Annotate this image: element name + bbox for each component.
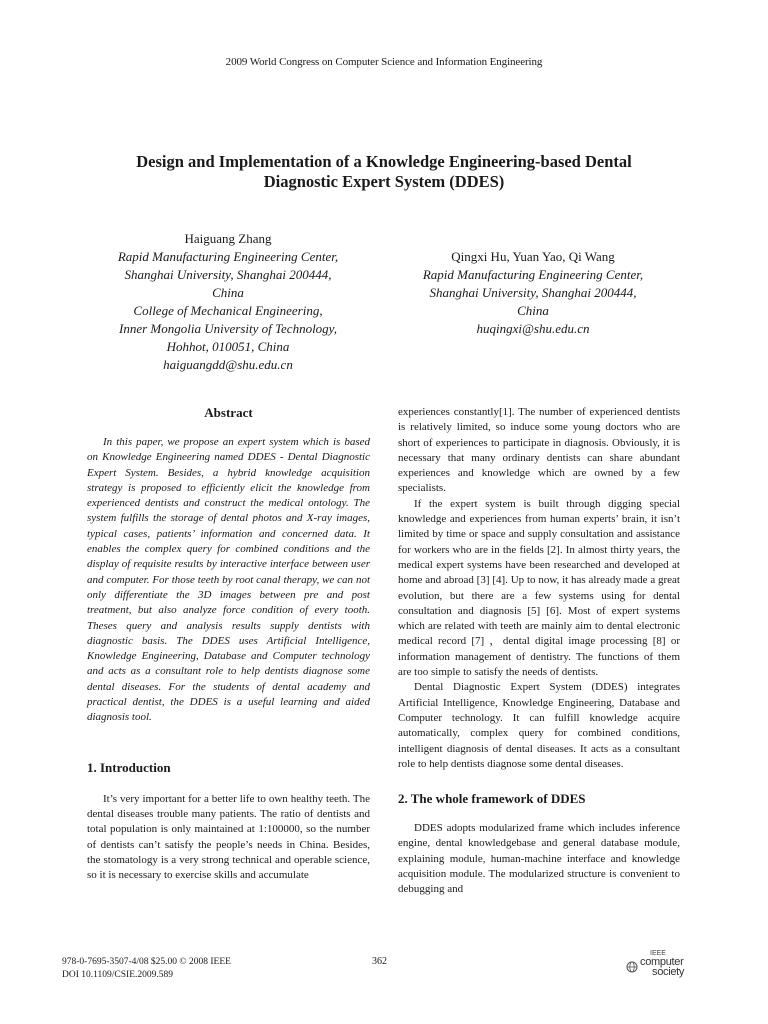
computer-society-logo: [626, 950, 696, 982]
footer-isbn: 978-0-7695-3507-4/08 $25.00 © 2008 IEEE: [62, 957, 231, 967]
author-affiliation: Rapid Manufacturing Engineering Center,: [422, 267, 644, 282]
section-heading-introduction: 1. Introduction: [87, 759, 171, 775]
section-heading-framework: 2. The whole framework of DDES: [398, 791, 586, 807]
body-paragraph: Dental Diagnostic Expert System (DDES) integrates Artificial Intelligence, Knowledge Engineering, Database and Computer technology. It can fulfill knowledge acquire automatically, complex query for combined conditions, intelligent diagnosis of dental diseases. It acts as a consultant role to help dentists diagnose some dental diseases.: [398, 681, 680, 770]
author-affiliation: Rapid Manufacturing Engineering Center,: [117, 249, 339, 264]
abstract-heading: Abstract: [204, 405, 253, 420]
conference-header: 2009 World Congress on Computer Science and Information Engineering: [225, 56, 543, 68]
author-block: [78, 230, 378, 374]
author-affiliation: Shanghai University, Shanghai 200444,: [124, 267, 332, 282]
left-column: [87, 405, 370, 883]
paper-title: [84, 152, 684, 192]
abstract-text: In this paper, we propose an expert system which is based on Knowledge Engineering named DDES - Dental Diagnostic Expert System. Besides, a hybrid knowledge acquisition strategy is proposed to efficiently elicit the knowledge from experienced dentists and construct the medical ontology. The system fulfills the storage of dental photos and X-ray images, typical cases, patients’ information and concerned data. It enables the complex query for combined conditions and the display of requisite results by interactive interface between user and computer. For those teeth by root canal therapy, we can not only differentiate the 3D images between pre and post treatment, but also analyze force condition of every tooth. Theses query and analysis results supply dentists with diagnostic basis. The DDES uses Artificial Intelligence, Knowledge Engineering, Database and Computer technology and acts as a consultant role to help dentists diagnose some dental diseases. For the students of dental academy and practical dentist, the DDES is a useful learning and aided diagnosis tool.: [87, 436, 370, 724]
author-email: haiguangdd@shu.edu.cn: [163, 357, 293, 372]
logo-line: computer: [640, 956, 684, 968]
right-column: [398, 405, 680, 898]
globe-icon: [626, 961, 638, 973]
author-affiliation: China: [212, 285, 244, 300]
logo-line: society: [652, 966, 685, 978]
body-paragraph: experiences constantly[1]. The number of experienced dentists is relatively limited, so induce some young doctors who are short of experiences to participate in diagnosis. Obviously, it is necessary that many ordinary dentists can share abundant experiences and knowledge which are owned by a few specialists.: [398, 406, 680, 495]
page-number: 362: [372, 956, 387, 967]
logo-ieee-text: IEEE: [650, 950, 666, 957]
author-affiliation: China: [517, 303, 549, 318]
author-affiliation: Inner Mongolia University of Technology,: [119, 321, 337, 336]
author-affiliation: Shanghai University, Shanghai 200444,: [429, 285, 637, 300]
footer-identifiers: [62, 956, 231, 982]
author-affiliation: College of Mechanical Engineering,: [133, 303, 323, 318]
author-name: Haiguang Zhang: [184, 231, 272, 246]
footer-doi: DOI 10.1109/CSIE.2009.589: [62, 970, 174, 980]
introduction-paragraph: It’s very important for a better life to own healthy teeth. The dental diseases trouble many patients. The ratio of dentists and total population is only maintained at 1:100000, so the number of dentists can’t satisfy the people’s needs in China. Besides, the stomatology is a very strong technical and operable science, so it is necessary to exercise skills and accumulate: [87, 792, 370, 882]
author-name: Qingxi Hu, Yuan Yao, Qi Wang: [451, 249, 615, 264]
body-paragraph: If the expert system is built through digging special knowledge and experiences from human experts’ brain, it isn’t limited by time or space and supply consultation and assistance for workers who are in the fields [2]. In almost thirty years, the medical expert systems have been researched and developed at home and abroad [3] [4]. Up to now, it has already made a great evolution, but there are a few systems using for dental consultation and diagnosis [5] [6]. Most of expert systems which are related with teeth are mainly aim to dental electronic medical record [7] ，dental digital image processing [8] or information management of dentistry. The functions of them are too simple to satisfy the needs of dentists.: [398, 497, 680, 679]
author-affiliation: Hohhot, 010051, China: [166, 339, 290, 354]
author-email: huqingxi@shu.edu.cn: [476, 321, 590, 336]
title-line: Design and Implementation of a Knowledge Engineering-based Dental: [136, 152, 632, 171]
logo-society-text: [640, 957, 684, 977]
title-line: Diagnostic Expert System (DDES): [263, 172, 505, 191]
author-block: [383, 248, 683, 338]
body-paragraph: DDES adopts modularized frame which includes inference engine, dental knowledgebase and general database module, explaining module, human-machine interface and knowledge acquisition module. The modularized structure is convenient to debugging and: [398, 822, 680, 896]
